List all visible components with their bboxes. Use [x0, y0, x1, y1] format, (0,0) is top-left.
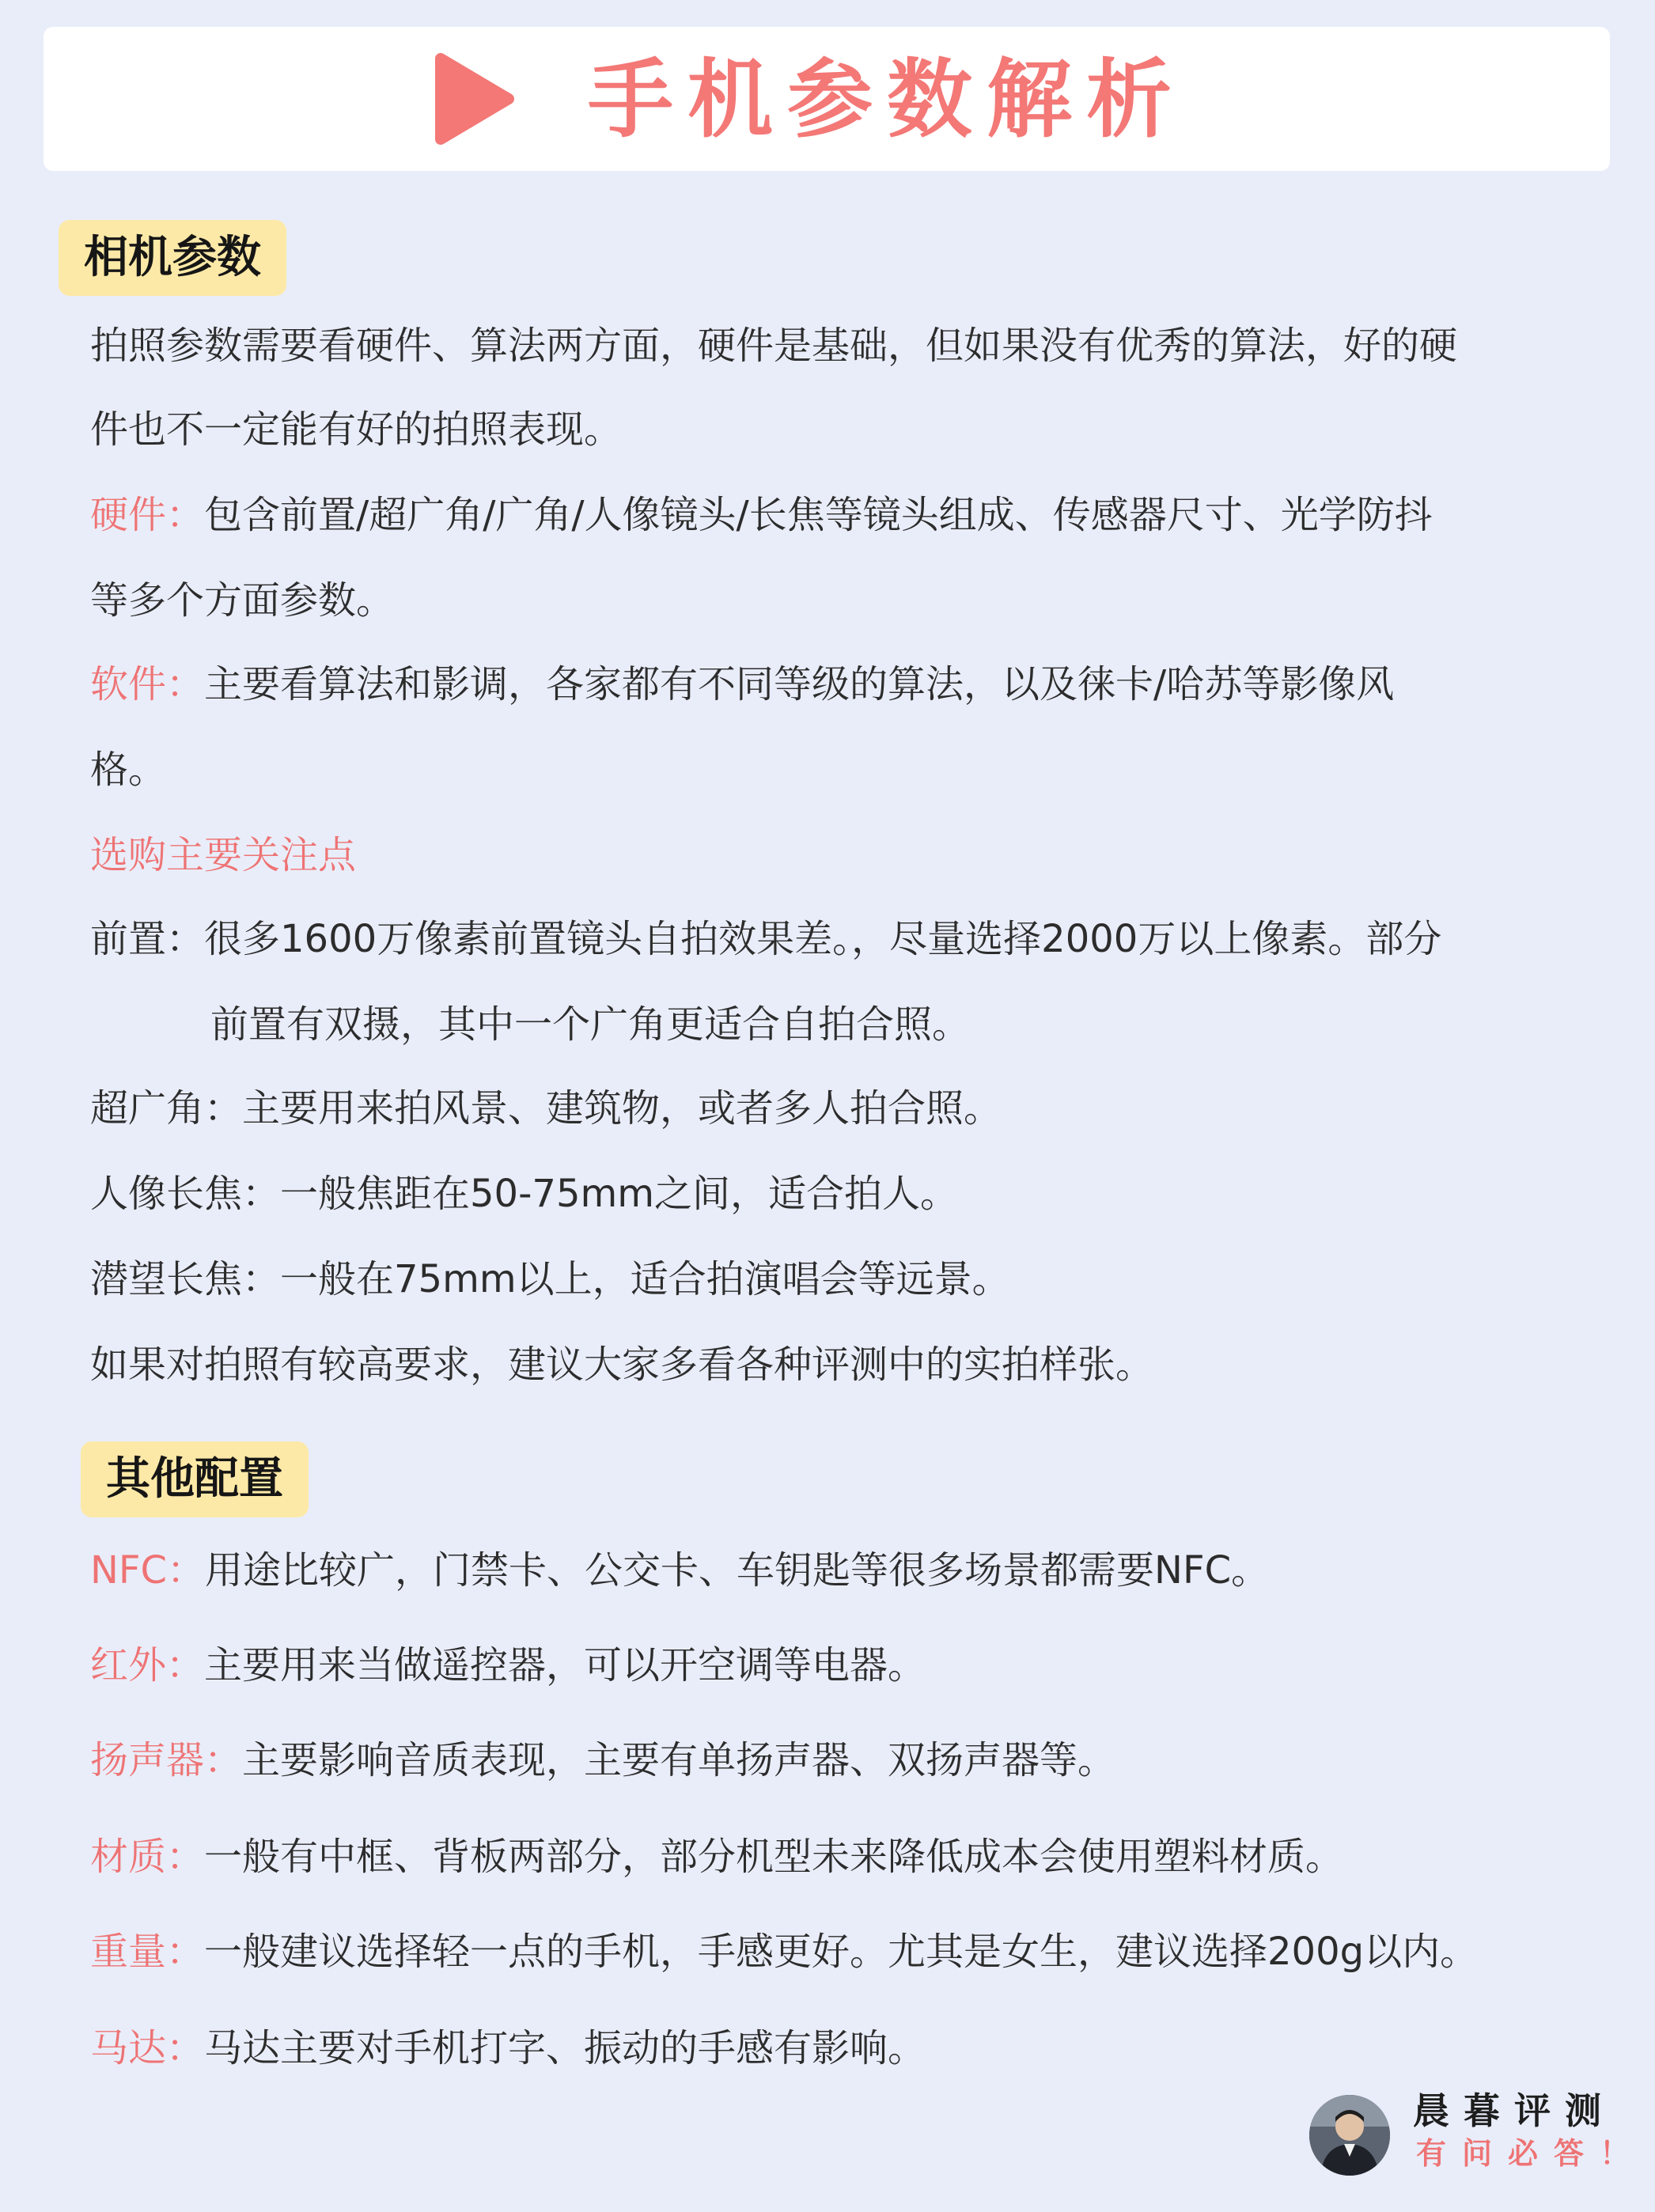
software-line-1 [90, 660, 1394, 709]
brand-name: 晨暮评测 [1413, 2089, 1615, 2132]
avatar-icon [1309, 2095, 1390, 2176]
item-label: 材质： [90, 1835, 205, 1879]
software-line-2: 格。 [90, 748, 167, 792]
software-label: 软件： [90, 662, 205, 706]
play-triangle-icon [430, 52, 518, 146]
camera-intro-line-2: 件也不一定能有好的拍照表现。 [90, 407, 623, 452]
item-text: 马达主要对手机打字、振动的手感有影响。 [204, 2026, 926, 2070]
hardware-line-1 [90, 491, 1433, 540]
brand-slogan: 有问必答！ [1416, 2136, 1646, 2171]
section-tag-camera: 相机参数 [59, 220, 286, 296]
list-item [90, 1641, 926, 1690]
ultrawide-line: 超广角：主要用来拍风景、建筑物，或者多人拍合照。 [90, 1086, 1002, 1131]
section-tag-other: 其他配置 [81, 1441, 309, 1517]
list-item [90, 2024, 926, 2073]
item-label: 扬声器： [90, 1738, 243, 1782]
avatar-figure-icon [1309, 2095, 1390, 2176]
list-item [90, 1832, 1343, 1881]
item-text: 一般建议选择轻一点的手机，手感更好。尤其是女生，建议选择200g以内。 [204, 1930, 1479, 1974]
item-text: 一般有中框、背板两部分，部分机型未来降低成本会使用塑料材质。 [204, 1835, 1344, 1879]
camera-intro-line-1: 拍照参数需要看硬件、算法两方面，硬件是基础，但如果没有优秀的算法，好的硬 [90, 324, 1458, 368]
item-label: NFC： [90, 1548, 206, 1593]
title-banner [44, 27, 1610, 171]
front-camera-line-2: 前置有双摄，其中一个广角更适合自拍合照。 [210, 1002, 971, 1047]
periscope-line: 潜望长焦：一般在75mm以上，适合拍演唱会等远景。 [90, 1257, 1010, 1301]
item-label: 马达： [90, 2026, 205, 2070]
hardware-line-2: 等多个方面参数。 [90, 578, 395, 623]
list-item [90, 1546, 1269, 1595]
front-camera-line-1: 前置：很多1600万像素前置镜头自拍效果差。，尽量选择2000万以上像素。部分 [90, 917, 1442, 961]
item-text: 主要影响音质表现，主要有单扬声器、双扬声器等。 [242, 1738, 1116, 1782]
list-item [90, 1736, 1115, 1785]
item-label: 红外： [90, 1643, 205, 1687]
list-item [90, 1927, 1478, 1976]
hardware-text: 包含前置/超广角/广角/人像镜头/长焦等镜头组成、传感器尺寸、光学防抖 [204, 493, 1433, 537]
focus-heading: 选购主要关注点 [90, 833, 357, 877]
software-text: 主要看算法和影调，各家都有不同等级的算法，以及徕卡/哈苏等影像风 [204, 662, 1395, 706]
advice-line: 如果对拍照有较高要求，建议大家多看各种评测中的实拍样张。 [90, 1343, 1154, 1387]
item-text: 主要用来当做遥控器，可以开空调等电器。 [204, 1643, 926, 1687]
page-title: 手机参数解析 [588, 51, 1187, 150]
item-label: 重量： [90, 1930, 205, 1974]
item-text: 用途比较广，门禁卡、公交卡、车钥匙等很多场景都需要NFC。 [205, 1548, 1270, 1593]
hardware-label: 硬件： [90, 493, 205, 537]
portrait-line: 人像长焦：一般焦距在50-75mm之间，适合拍人。 [90, 1172, 958, 1216]
